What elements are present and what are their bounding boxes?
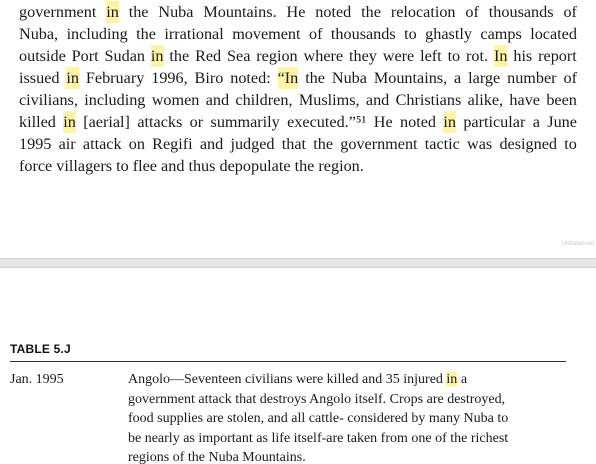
- word: villagers: [56, 157, 117, 175]
- text-segment: food supplies are stolen, and all cattle- considered by many Nuba to: [128, 411, 509, 426]
- word: that: [281, 135, 307, 153]
- word: executed.”⁵¹: [287, 113, 367, 131]
- word: a: [532, 113, 540, 131]
- word: air: [58, 135, 76, 153]
- word: number: [507, 69, 557, 87]
- word: children,: [235, 91, 293, 109]
- word: of: [563, 69, 577, 87]
- word: the: [305, 69, 325, 87]
- highlighted-word: in: [63, 113, 76, 131]
- word: located: [530, 25, 577, 43]
- word: his: [513, 47, 533, 65]
- word: government: [19, 3, 97, 21]
- word: Regifi: [152, 135, 193, 153]
- word: women: [151, 91, 200, 109]
- description-line: [128, 429, 568, 449]
- word: of: [465, 3, 479, 21]
- word: alike,: [467, 91, 504, 109]
- word: left: [420, 47, 442, 65]
- word: irrational: [164, 25, 224, 43]
- word: to: [116, 157, 133, 175]
- word: 1995: [19, 135, 52, 153]
- word: to: [564, 135, 577, 153]
- word: where: [303, 47, 344, 65]
- word: [aerial]: [83, 113, 130, 131]
- table-title: TABLE 5.J: [10, 342, 71, 356]
- highlighted-word: in: [150, 47, 164, 65]
- word: attack: [82, 135, 122, 153]
- word: the: [136, 25, 156, 43]
- word: Nuba: [331, 69, 367, 87]
- word: rot.: [466, 47, 489, 65]
- word: judged: [230, 135, 275, 153]
- paragraph-line: [19, 45, 577, 67]
- word: outside: [19, 47, 66, 65]
- word: issued: [19, 69, 60, 87]
- word: designed: [499, 135, 557, 153]
- word: thousands: [488, 3, 554, 21]
- highlighted-word: “In: [277, 69, 299, 87]
- word: region.: [318, 157, 364, 175]
- word: Christians: [395, 91, 462, 109]
- word: flee: [132, 157, 162, 175]
- word: force: [19, 157, 57, 175]
- text-segment: a: [457, 372, 468, 387]
- word: noted:: [230, 69, 271, 87]
- description-line: [128, 370, 568, 390]
- highlighted-word: in: [443, 113, 456, 131]
- word: movement: [232, 25, 301, 43]
- word: Muslims,: [298, 91, 360, 109]
- word: to: [404, 25, 417, 43]
- word: the: [294, 157, 319, 175]
- word: the: [313, 135, 334, 153]
- word: the: [128, 3, 149, 21]
- word: of: [308, 25, 323, 43]
- description-line: [128, 390, 568, 410]
- word: thus: [188, 157, 220, 175]
- description-line: [128, 409, 568, 429]
- word: particular: [463, 113, 526, 131]
- word: and: [199, 135, 224, 153]
- paragraph-line: [19, 67, 577, 89]
- word: killed: [19, 113, 56, 131]
- word: June: [547, 113, 577, 131]
- word: noted: [315, 3, 352, 21]
- word: 1996,: [151, 69, 188, 87]
- text-segment: be nearly as important as life itself-are taken from one of the richest: [128, 430, 509, 446]
- word: and: [205, 91, 230, 109]
- highlighted-word: in: [106, 3, 119, 21]
- word: attacks: [137, 113, 183, 131]
- word: was: [467, 135, 493, 153]
- word: Nuba: [158, 3, 194, 21]
- word: civilians,: [19, 91, 78, 109]
- paragraph-line: [19, 155, 577, 177]
- paragraph-line: [19, 111, 577, 133]
- word: or: [189, 113, 204, 131]
- word: Sudan: [104, 47, 146, 65]
- word: report: [538, 47, 577, 65]
- word: including: [84, 91, 146, 109]
- table-header-rule: [10, 361, 566, 362]
- word: relocation: [390, 3, 456, 21]
- word: tactic: [424, 135, 460, 153]
- word: the: [169, 47, 190, 65]
- paragraph-line: [19, 1, 577, 23]
- word: large: [468, 69, 501, 87]
- page-watermark: Unbalanced: [561, 241, 594, 247]
- word: camps: [480, 25, 522, 43]
- highlighted-word: in: [446, 372, 458, 387]
- word: depopulate: [219, 157, 295, 175]
- table-row-description: [128, 370, 568, 464]
- word: and: [365, 91, 390, 109]
- highlighted-word: In: [493, 47, 508, 65]
- word: have: [509, 91, 540, 109]
- word: on: [128, 135, 145, 153]
- word: been: [546, 91, 577, 109]
- highlighted-word: in: [66, 69, 79, 87]
- word: noted: [400, 113, 436, 131]
- word: Port: [71, 47, 99, 65]
- word: He: [286, 3, 306, 21]
- word: Mountains.: [203, 3, 277, 21]
- word: government: [340, 135, 418, 153]
- paragraph-line: [19, 89, 577, 111]
- paragraph-line: [19, 23, 577, 45]
- word: summarily: [210, 113, 280, 131]
- word: to: [447, 47, 461, 65]
- paragraph-line: [19, 133, 577, 155]
- text-segment: regions of the Nuba Mountains.: [128, 450, 306, 464]
- word: thousands: [330, 25, 396, 43]
- word: Red: [195, 47, 222, 65]
- word: He: [373, 113, 393, 131]
- word: including: [66, 25, 128, 43]
- document-page-lower: [0, 268, 596, 464]
- text-segment: government attack that destroys Angolo itself. Crops are destroyed,: [128, 391, 506, 407]
- word: of: [563, 3, 577, 21]
- table-row-date: Jan. 1995: [10, 372, 64, 387]
- word: region: [256, 47, 298, 65]
- page-separator: [0, 258, 596, 268]
- word: ghastly: [425, 25, 472, 43]
- word: Nuba,: [19, 25, 59, 43]
- text-segment: Angolo—Seventeen civilians were killed and 35 injured: [128, 372, 447, 387]
- word: and: [161, 157, 189, 175]
- word: Sea: [227, 47, 251, 65]
- word: February: [85, 69, 145, 87]
- word: Biro: [194, 69, 224, 87]
- word: a: [454, 69, 462, 87]
- word: Mountains,: [373, 69, 448, 87]
- word: were: [382, 47, 415, 65]
- description-line: [128, 448, 568, 464]
- word: the: [361, 3, 381, 21]
- word: they: [348, 47, 377, 65]
